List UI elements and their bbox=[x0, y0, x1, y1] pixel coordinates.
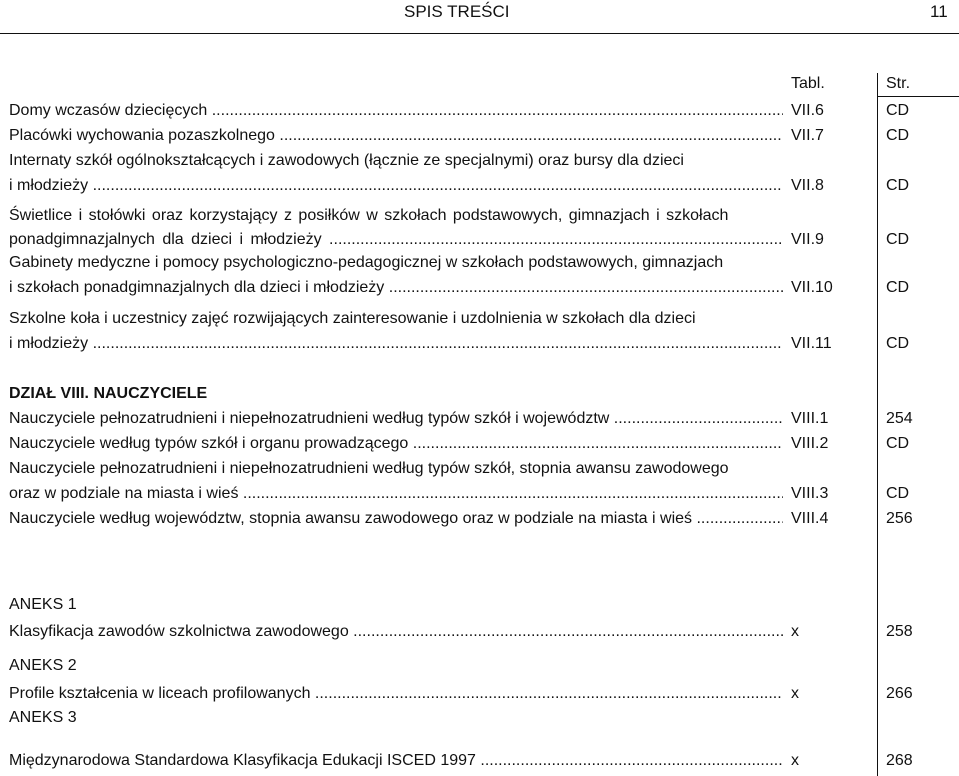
entry-table-ref: x bbox=[791, 623, 799, 640]
entry-title: i szkołach ponadgimnazjalnych dla dzieci i młodzieży ..... bbox=[9, 278, 783, 298]
entry-title: i młodzieży ..... bbox=[9, 334, 783, 354]
entry-title: Domy wczasów dziecięcych ..... bbox=[9, 101, 783, 121]
entry-page: 266 bbox=[886, 685, 913, 702]
column-header-str: Str. bbox=[886, 75, 911, 92]
entry-page: CD bbox=[886, 335, 910, 352]
entry-table-ref: x bbox=[791, 685, 799, 702]
entry-title-line: Szkolne koła i uczestnicy zajęć rozwijających zainteresowanie i uzdolnienia w szkołach dla dzieci bbox=[9, 310, 696, 327]
entry-title: oraz w podziale na miasta i wieś ..... bbox=[9, 484, 783, 504]
entry-table-ref: VII.11 bbox=[791, 335, 832, 352]
entry-title: Międzynarodowa Standardowa Klasyfikacja Edukacji ISCED 1997 ..... bbox=[9, 751, 783, 771]
entry-page: CD bbox=[886, 435, 910, 452]
entry-table-ref: x bbox=[791, 752, 799, 769]
entry-table-ref: VII.9 bbox=[791, 231, 824, 248]
header-page-number: 11 bbox=[930, 2, 948, 21]
column-header-tabl: Tabl. bbox=[791, 75, 825, 92]
entry-title-line: Nauczyciele pełnozatrudnieni i niepełnozatrudnieni według typów szkół, stopnia awansu zawodowego bbox=[9, 460, 729, 477]
entry-table-ref: VII.8 bbox=[791, 177, 824, 194]
entry-page: CD bbox=[886, 279, 910, 296]
entry-page: CD bbox=[886, 177, 910, 194]
entry-table-ref: VII.7 bbox=[791, 127, 824, 144]
column-header-rule bbox=[877, 96, 959, 97]
header-rule bbox=[0, 33, 959, 34]
entry-table-ref: VIII.2 bbox=[791, 435, 829, 452]
entry-title: Profile kształcenia w liceach profilowanych ..... bbox=[9, 684, 783, 704]
entry-table-ref: VIII.1 bbox=[791, 410, 829, 427]
annex-heading: ANEKS 3 bbox=[9, 709, 77, 726]
annex-heading: ANEKS 1 bbox=[9, 596, 77, 613]
entry-page: 254 bbox=[886, 410, 913, 427]
entry-table-ref: VII.6 bbox=[791, 102, 824, 119]
entry-table-ref: VII.10 bbox=[791, 279, 833, 296]
entry-title-line: Internaty szkół ogólnokształcących i zawodowych (łącznie ze specjalnymi) oraz bursy dla dzieci bbox=[9, 152, 684, 169]
header-title: SPIS TREŚCI bbox=[404, 2, 510, 21]
entry-title: ponadgimnazjalnych dla dzieci i młodzieży ..... bbox=[9, 230, 783, 250]
column-divider bbox=[877, 73, 878, 776]
entry-title: Nauczyciele pełnozatrudnieni i niepełnozatrudnieni według typów szkół i województw ..... bbox=[9, 409, 783, 429]
entry-title-line: Świetlice i stołówki oraz korzystający z posiłków w szkołach podstawowych, gimnazjach i szkołach bbox=[9, 207, 729, 224]
entry-page: CD bbox=[886, 231, 910, 248]
entry-table-ref: VIII.3 bbox=[791, 485, 829, 502]
entry-table-ref: VIII.4 bbox=[791, 510, 829, 527]
entry-title: i młodzieży ..... bbox=[9, 176, 783, 196]
entry-page: CD bbox=[886, 102, 910, 119]
entry-title: Nauczyciele według województw, stopnia awansu zawodowego oraz w podziale na miasta i wieś ..... bbox=[9, 509, 783, 529]
entry-page: 268 bbox=[886, 752, 913, 769]
entry-page: 258 bbox=[886, 623, 913, 640]
entry-title: Placówki wychowania pozaszkolnego ..... bbox=[9, 126, 783, 146]
section-heading: DZIAŁ VIII. NAUCZYCIELE bbox=[9, 385, 208, 402]
entry-title: Nauczyciele według typów szkół i organu prowadzącego ..... bbox=[9, 434, 783, 454]
annex-heading: ANEKS 2 bbox=[9, 657, 77, 674]
entry-page: CD bbox=[886, 485, 910, 502]
entry-page: 256 bbox=[886, 510, 913, 527]
entry-page: CD bbox=[886, 127, 910, 144]
entry-title-line: Gabinety medyczne i pomocy psychologiczno-pedagogicznej w szkołach podstawowych, gimnazjach bbox=[9, 254, 724, 271]
entry-title: Klasyfikacja zawodów szkolnictwa zawodowego ..... bbox=[9, 622, 783, 642]
